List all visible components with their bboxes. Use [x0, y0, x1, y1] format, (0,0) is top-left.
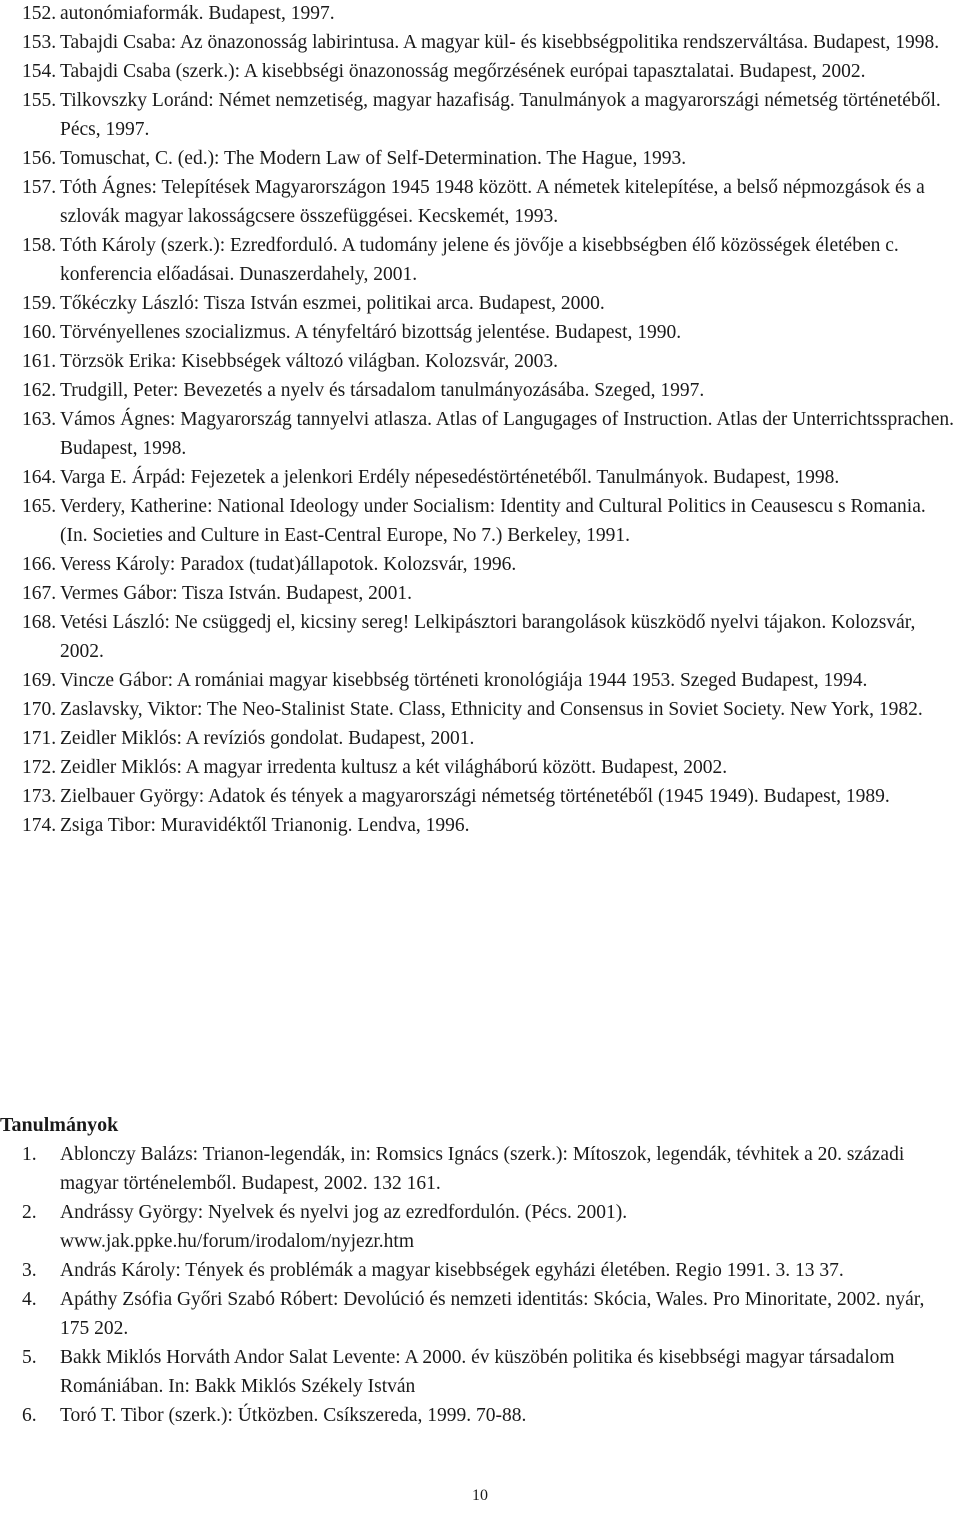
- list-item: [0, 1401, 960, 1430]
- entry-text: Varga E. Árpád: Fejezetek a jelenkori Erdély népesedéstörténetéből. Tanulmányok. Budapest, 1998.: [60, 467, 840, 488]
- entry-number: 1.: [22, 1144, 37, 1165]
- entry-text: Vetési László: Ne csüggedj el, kicsiny sereg! Lelkipásztori barangolások küszködő nyelvi tájakon. Kolozsvár, 2002.: [60, 612, 916, 662]
- list-item: [0, 1198, 960, 1256]
- entry-number: 163.: [22, 409, 57, 430]
- entry-number: 5.: [22, 1347, 37, 1368]
- list-item: [0, 608, 960, 666]
- entry-text: Verdery, Katherine: National Ideology under Socialism: Identity and Cultural Politics in Ceausescu s Romania. (In. Societies and Culture in East-Central Europe, No 7.) Berkeley, 1991.: [60, 496, 926, 546]
- entry-number: 162.: [22, 380, 57, 401]
- entry-text: Törvényellenes szocializmus. A tényfeltáró bizottság jelentése. Budapest, 1990.: [60, 322, 682, 343]
- entry-text: Ablonczy Balázs: Trianon-legendák, in: Romsics Ignács (szerk.): Mítoszok, legendák, tévhitek a 20. századi magyar történelemből. Budapest, 2002. 132 161.: [60, 1144, 905, 1194]
- entry-text: Zsiga Tibor: Muravidéktől Trianonig. Lendva, 1996.: [60, 815, 470, 836]
- studies-list: [0, 1140, 960, 1430]
- list-item: [0, 753, 960, 782]
- entry-number: 4.: [22, 1289, 37, 1310]
- entry-number: 6.: [22, 1405, 37, 1426]
- entry-text: Toró T. Tibor (szerk.): Útközben. Csíkszereda, 1999. 70-88.: [60, 1405, 527, 1426]
- list-item: [0, 405, 960, 463]
- entry-text: András Károly: Tények és problémák a magyar kisebbségek egyházi életében. Regio 1991. 3. 13 37.: [60, 1260, 844, 1281]
- list-item: [0, 1256, 960, 1285]
- entry-text: Andrássy György: Nyelvek és nyelvi jog az ezredfordulón. (Pécs. 2001). www.jak.ppke.hu/forum/irodalom/nyjezr.htm: [60, 1202, 628, 1252]
- list-item: [0, 289, 960, 318]
- entry-number: 161.: [22, 351, 57, 372]
- entry-text: Tóth Ágnes: Telepítések Magyarországon 1945 1948 között. A németek kitelepítése, a belső népmozgások és a szlovák magyar lakosságcsere összefüggései. Kecskemét, 1993.: [60, 177, 925, 227]
- list-item: [0, 463, 960, 492]
- section-heading: Tanulmányok: [0, 1114, 119, 1136]
- entry-number: 153.: [22, 32, 57, 53]
- list-item: [0, 782, 960, 811]
- entry-text: Trudgill, Peter: Bevezetés a nyelv és társadalom tanulmányozásába. Szeged, 1997.: [60, 380, 705, 401]
- list-item: [0, 550, 960, 579]
- list-item: [0, 173, 960, 231]
- entry-number: 155.: [22, 90, 57, 111]
- entry-text: Zaslavsky, Viktor: The Neo-Stalinist State. Class, Ethnicity and Consensus in Soviet Society. New York, 1982.: [60, 699, 923, 720]
- entry-number: 2.: [22, 1202, 37, 1223]
- list-item: [0, 318, 960, 347]
- list-item: [0, 666, 960, 695]
- list-item: [0, 376, 960, 405]
- list-item: [0, 1140, 960, 1198]
- list-item: [0, 57, 960, 86]
- entry-number: 173.: [22, 786, 57, 807]
- entry-text: Tóth Károly (szerk.): Ezredforduló. A tudomány jelene és jövője a kisebbségben élő közösségek életében c. konferencia előadásai. Dunaszerdahely, 2001.: [60, 235, 899, 285]
- entry-text: Vermes Gábor: Tisza István. Budapest, 2001.: [60, 583, 413, 604]
- entry-number: 165.: [22, 496, 57, 517]
- entry-text: Tőkéczky László: Tisza István eszmei, politikai arca. Budapest, 2000.: [60, 293, 605, 314]
- entry-number: 159.: [22, 293, 57, 314]
- entry-text: Tabajdi Csaba: Az önazonosság labirintusa. A magyar kül- és kisebbségpolitika rendszerváltása. Budapest, 1998.: [60, 32, 940, 53]
- entry-number: 172.: [22, 757, 57, 778]
- entry-text: Vámos Ágnes: Magyarország tannyelvi atlasza. Atlas of Langugages of Instruction. Atlas der Unterrichtssprachen. Budapest, 1998.: [60, 409, 955, 459]
- entry-number: 166.: [22, 554, 57, 575]
- entry-text: Tomuschat, C. (ed.): The Modern Law of Self-Determination. The Hague, 1993.: [60, 148, 687, 169]
- list-item: [0, 811, 960, 840]
- entry-text: Apáthy Zsófia Győri Szabó Róbert: Devolúció és nemzeti identitás: Skócia, Wales. Pro Minoritate, 2002. nyár, 175 202.: [60, 1289, 925, 1339]
- list-item: [0, 724, 960, 753]
- entry-text: Zeidler Miklós: A magyar irredenta kultusz a két világháború között. Budapest, 2002.: [60, 757, 728, 778]
- entry-number: 171.: [22, 728, 57, 749]
- entry-number: 167.: [22, 583, 57, 604]
- entry-number: 3.: [22, 1260, 37, 1281]
- entry-text: autonómiaformák. Budapest, 1997.: [60, 3, 335, 24]
- entry-number: 154.: [22, 61, 57, 82]
- entry-number: 156.: [22, 148, 57, 169]
- entry-number: 164.: [22, 467, 57, 488]
- entry-number: 160.: [22, 322, 57, 343]
- entry-number: 152.: [22, 3, 57, 24]
- list-item: [0, 579, 960, 608]
- entry-text: Zielbauer György: Adatok és tények a magyarországi németség történetéből (1945 1949). Budapest, 1989.: [60, 786, 890, 807]
- entry-text: Bakk Miklós Horváth Andor Salat Levente: A 2000. év küszöbén politika és kisebbségi magyar társadalom Romániában. In: Bakk Miklós Székely István: [60, 1347, 895, 1397]
- entry-number: 158.: [22, 235, 57, 256]
- entry-text: Veress Károly: Paradox (tudat)állapotok. Kolozsvár, 1996.: [60, 554, 517, 575]
- entry-number: 169.: [22, 670, 57, 691]
- list-item: [0, 347, 960, 376]
- entry-number: 168.: [22, 612, 57, 633]
- list-item: [0, 695, 960, 724]
- entry-number: 157.: [22, 177, 57, 198]
- entry-text: Tabajdi Csaba (szerk.): A kisebbségi önazonosság megőrzésének európai tapasztalatai. Budapest, 2002.: [60, 61, 866, 82]
- list-item: [0, 0, 960, 28]
- list-item: [0, 86, 960, 144]
- list-item: [0, 1343, 960, 1401]
- entry-number: 174.: [22, 815, 57, 836]
- entry-text: Zeidler Miklós: A revíziós gondolat. Budapest, 2001.: [60, 728, 475, 749]
- list-item: [0, 1285, 960, 1343]
- list-item: [0, 231, 960, 289]
- list-item: [0, 492, 960, 550]
- entry-text: Tilkovszky Loránd: Német nemzetiség, magyar hazafiság. Tanulmányok a magyarországi németség történetéből. Pécs, 1997.: [60, 90, 941, 140]
- page-number: 10: [472, 1487, 488, 1504]
- list-item: [0, 28, 960, 57]
- entry-number: 170.: [22, 699, 57, 720]
- entry-text: Vincze Gábor: A romániai magyar kisebbség történeti kronológiája 1944 1953. Szeged Budapest, 1994.: [60, 670, 868, 691]
- list-item: [0, 144, 960, 173]
- entry-text: Törzsök Erika: Kisebbségek változó világban. Kolozsvár, 2003.: [60, 351, 558, 372]
